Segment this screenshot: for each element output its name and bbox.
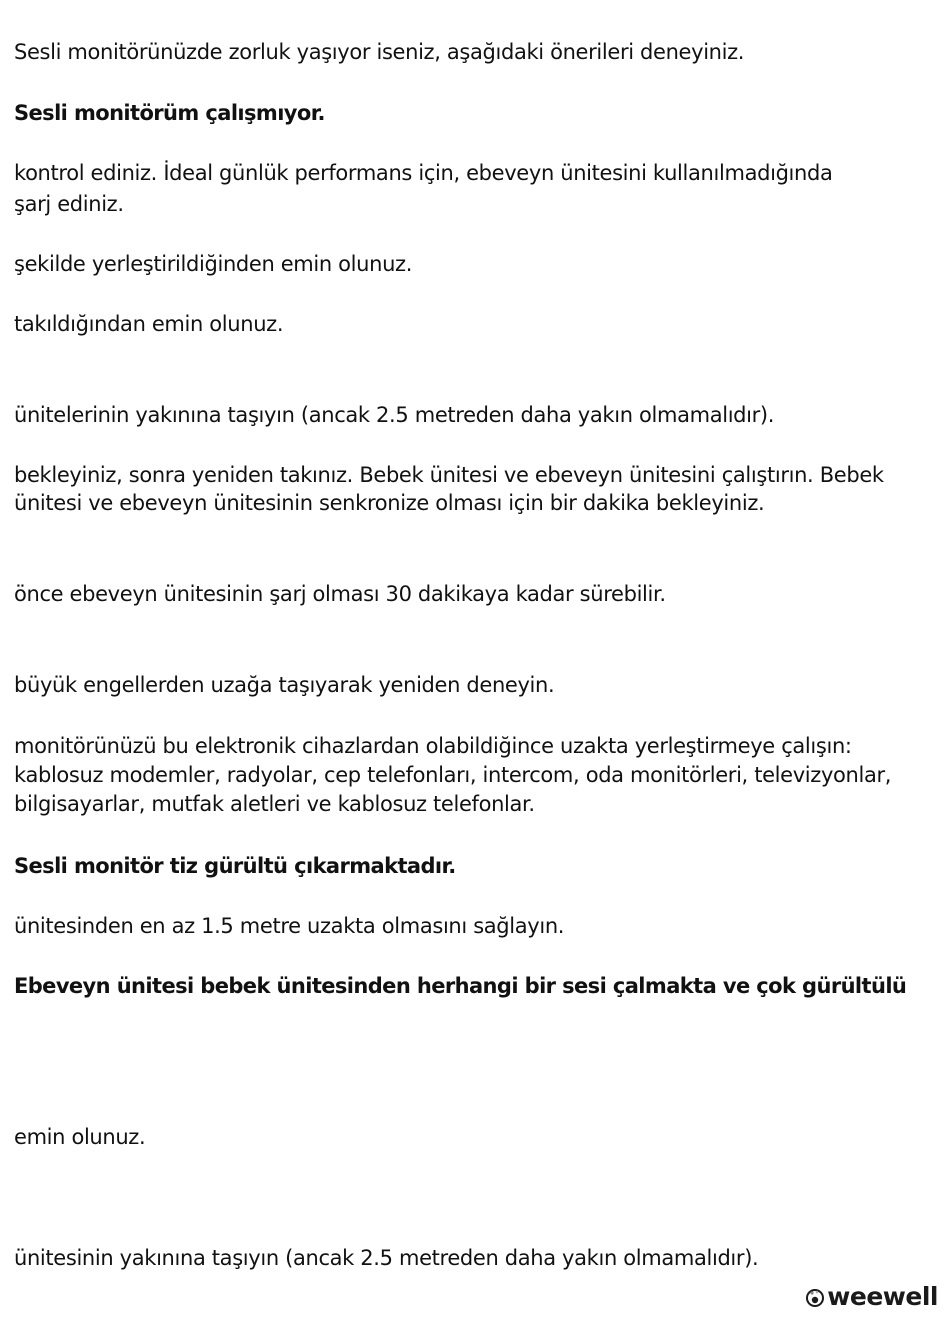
section-heading-too-loud: Ebeveyn ünitesi bebek ünitesinden herhangi bir sesi çalmakta ve çok gürültülü [14,974,907,998]
body-text: ünitesi ve ebeveyn ünitesinin senkronize olması için bir dakika bekleyiniz. [14,491,765,515]
body-text: şarj ediniz. [14,192,124,216]
weewell-logo-text: weewell [827,1282,938,1311]
body-text: şekilde yerleştirildiğinden emin olunuz. [14,252,413,276]
body-text: büyük engellerden uzağa taşıyarak yeniden deneyin. [14,673,555,697]
body-text: bekleyiniz, sonra yeniden takınız. Bebek ünitesi ve ebeveyn ünitesini çalıştırın. Bebek [14,463,884,487]
body-text: bilgisayarlar, mutfak aletleri ve kablosuz telefonlar. [14,792,535,816]
body-text: monitörünüzü bu elektronik cihazlardan olabildiğince uzakta yerleştirmeye çalışın: [14,734,852,758]
section-heading-high-pitch-noise: Sesli monitör tiz gürültü çıkarmaktadır. [14,854,456,878]
body-text: ünitelerinin yakınına taşıyın (ancak 2.5 metreden daha yakın olmamalıdır). [14,403,775,427]
body-text: ünitesinden en az 1.5 metre uzakta olmasını sağlayın. [14,914,565,938]
body-text: emin olunuz. [14,1125,146,1149]
body-text: ünitesinin yakınına taşıyın (ancak 2.5 metreden daha yakın olmamalıdır). [14,1246,759,1270]
body-text: kablosuz modemler, radyolar, cep telefonları, intercom, oda monitörleri, televizyonlar, [14,763,892,787]
weewell-logo [805,1284,938,1309]
section-heading-not-working: Sesli monitörüm çalışmıyor. [14,101,325,125]
body-text: önce ebeveyn ünitesinin şarj olması 30 dakikaya kadar sürebilir. [14,582,666,606]
body-text: kontrol ediniz. İdeal günlük performans için, ebeveyn ünitesini kullanılmadığında [14,161,833,185]
body-text: takıldığından emin olunuz. [14,312,284,336]
intro-text: Sesli monitörünüzde zorluk yaşıyor iseniz, aşağıdaki önerileri deneyiniz. [14,40,745,64]
weewell-logo-mark-icon [805,1287,825,1307]
